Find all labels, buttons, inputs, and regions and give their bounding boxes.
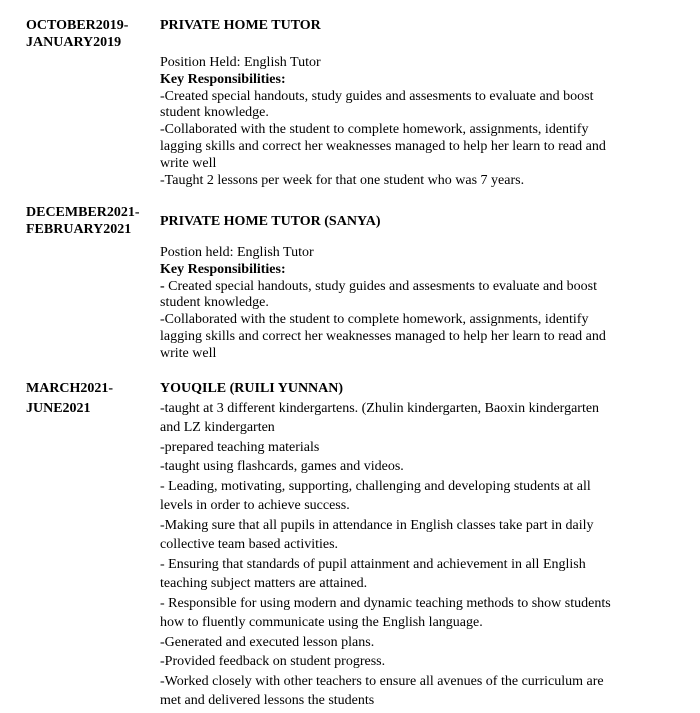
job-title: YOUQILE (RUILI YUNNAN) — [160, 381, 344, 396]
date-end: JUNE2021 — [26, 400, 91, 416]
date-end: JANUARY2019 — [26, 35, 122, 50]
job-title: PRIVATE HOME TUTOR (SANYA) — [160, 214, 381, 229]
responsibility-line: -taught at 3 different kindergartens. (Zhulin kindergarten, Baoxin kindergarten — [160, 400, 600, 416]
entry-details — [160, 245, 680, 363]
entry-content — [160, 17, 680, 34]
responsibility-line: -Taught 2 lessons per week for that one student who was 7 years. — [160, 172, 525, 188]
responsibility-line: student knowledge. — [160, 105, 269, 121]
date-start: MARCH2021- — [26, 381, 114, 396]
responsibility-line — [160, 279, 680, 296]
entry-content — [160, 213, 680, 230]
date-start: DECEMBER2021- — [26, 205, 140, 220]
responsibility-line: -taught using flashcards, games and videos. — [160, 459, 404, 474]
responsibility-line: -Created special handouts, study guides and assesments to evaluate and boost — [160, 88, 594, 104]
responsibility-line: -Provided feedback on student progress. — [160, 654, 386, 669]
responsibility-line: -Making sure that all pupils in attendance in English classes take part in daily — [160, 517, 594, 533]
entry-details — [160, 55, 680, 189]
entry-date — [26, 379, 113, 418]
responsibility-line: -prepared teaching materials — [160, 439, 320, 455]
responsibility-line: -Worked closely with other teachers to ensure all avenues of the curriculum are — [160, 673, 604, 689]
responsibility-line: -Collaborated with the student to complete homework, assignments, identify — [160, 312, 589, 328]
responsibility-line: and LZ kindergarten — [160, 420, 275, 435]
responsibility-line: write well — [160, 155, 217, 171]
responsibility-line: -Generated and executed lesson plans. — [160, 634, 375, 650]
key-responsibilities-label: Key Responsibilities: — [160, 261, 286, 277]
responsibility-line: lagging skills and correct her weaknesses managed to help her learn to read and — [160, 138, 606, 154]
responsibility-line: student knowledge. — [160, 295, 269, 311]
responsibility-line: write well — [160, 345, 217, 361]
responsibility-line: lagging skills and correct her weaknesses managed to help her learn to read and — [160, 328, 606, 344]
responsibility-line: collective team based activities. — [160, 537, 339, 552]
entry-content — [160, 379, 680, 711]
responsibility-line: - Leading, motivating, supporting, challenging and developing students at all — [160, 478, 591, 494]
responsibility-line: teaching subject matters are attained. — [160, 576, 368, 591]
responsibility-line: levels in order to achieve success. — [160, 498, 350, 513]
entry-date — [26, 17, 128, 51]
bullet-dash: - — [160, 278, 165, 294]
date-start: OCTOBER2019- — [26, 18, 129, 33]
entry-date — [26, 204, 140, 238]
position-held: Position Held: English Tutor — [160, 55, 321, 70]
responsibility-text: Created special handouts, study guides and assesments to evaluate and boost — [164, 278, 598, 294]
job-title: PRIVATE HOME TUTOR — [160, 18, 321, 33]
key-responsibilities-label: Key Responsibilities: — [160, 71, 286, 87]
position-held: Postion held: English Tutor — [160, 245, 314, 260]
date-end: FEBRUARY2021 — [26, 222, 132, 237]
responsibility-line: - Ensuring that standards of pupil attainment and achievement in all English — [160, 556, 586, 572]
responsibility-line: met and delivered lessons the students — [160, 693, 375, 708]
responsibility-line: -Collaborated with the student to complete homework, assignments, identify — [160, 122, 589, 138]
responsibility-line: - Responsible for using modern and dynamic teaching methods to show students — [160, 595, 611, 611]
responsibility-line: how to fluently communicate using the English language. — [160, 615, 483, 630]
